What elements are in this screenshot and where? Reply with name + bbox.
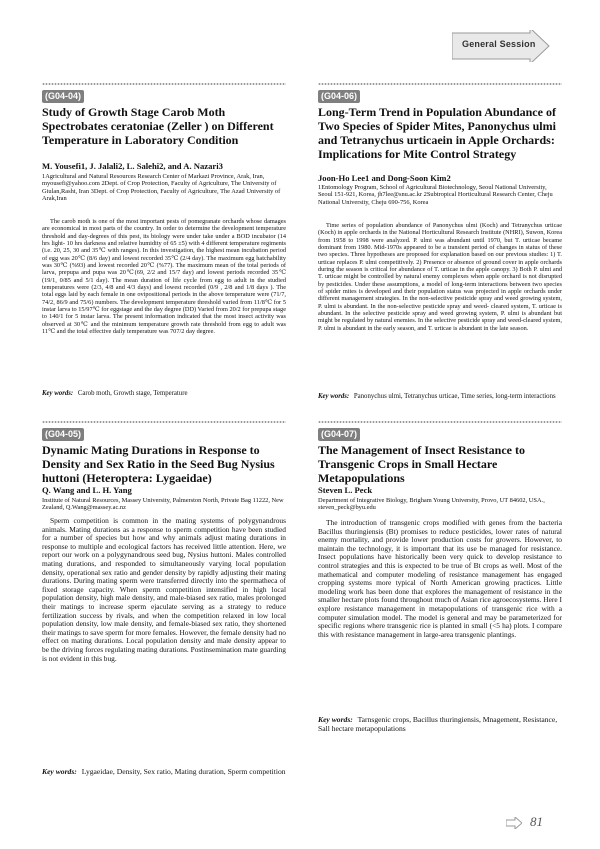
abstract-body: Time series of population abundance of Panonychus ulmi (Koch) and Tetranychus urticae (Koch) in apple orchards in the National Horticultural Research Institute (NHRI), Suwon, Korea from 1958 to 1998 were analyzed. P. ulmi was abundant until 1970, but T. urticae became dominant from 1980. Mid-1970s appeared to be a transient period of changes in status of these two species. Three hypotheses are proposed for explanation based on our previous studies: 1) T. urticae replaces P. ulmi competitively. 2) Presence or absence of ground cover in apple orchards during the season is critical for abundance of T. urticae in the apple canopy. 3) Both P. ulmi and T. urticae might be controlled by natural enemy complexes when apple orchard is not disrupted by pesticides. Under these assumptions, a model of long-term interactions between two species of spider mites is developed and their population status was projected in apple orchards under different management strategies. In the non-selective pesticide spray and weed growing system, P. ulmi is abundant. In the non-selective pesticide spray and weed- cleared system, T. urticae is abundant. In the selective pesticide spray and weed growing system, P. ulmi is abundant but might be regulated by natural enemies. In the selective pesticide spray and weed-cleared system, P. ulmi is abundant in the early season, and T. urticae is abundant in the late season. bbox=[318, 222, 562, 332]
abstract-g04-07 bbox=[318, 420, 562, 810]
abstract-title: Dynamic Mating Durations in Response to Density and Sex Ratio in the Seed Bug Nysius huttoni (Heteroptera: Lygaeidae) bbox=[42, 443, 275, 485]
abstract-authors: Joon-Ho Lee1 and Dong-Soon Kim2 bbox=[318, 173, 451, 183]
abstract-body: The carob moth is one of the most important pests of pomegranate orchards whose damages are economical in most parts of the country. In order to determine the development temperature threshold and day-degrees of this pest, its biology were under take under a BOD incubator (14 hrs light- 10 hrs darkness and relative humidity of 65 ±5) with 4 different temperature regiments (i.e. 20, 25, 30 and 35℃ with ranges). In this investigation, the highest mean incubation period of egg was 20℃ (8/6 day) and lowest recorded 35℃ (2/4 day). The maximum egg hatchability was 30℃ (%93) and lowest recorded 20℃ (%77). The maximum mean of the total periods of larva, prepupa and pupa was 20℃(69, 2/2 and 15/7 day) and lowest periods recorded 35℃ (19/1, 0/85 and 5/1 day). The mean duration of life cycle from egg to adult in the studied temperatures were (2/3, 4/8 and 4/3 days) and lowest recorded (0/9 , 2/8 and 1/8 days ). The total eggs laid by each female in one ovipositional periods in the above temperature were (71/7, 74/2, 86/9 and 75/6) numbers. The development temperature threshold varied from 11/8℃ for 5 instar larva to 15/97℃ for eggstage and the day degree (DD) Varied from 20/2 for prepupa stage to 140/1 for 5 instar larva. The present information indicated that the most insect activity was observed at 30℃ and the minimum temperature growth rate threshold from egg to adult was 11℃ and the total effective daily temperature was 707/2 day degree. bbox=[42, 218, 286, 336]
session-header-tab bbox=[452, 30, 550, 62]
abstract-title: Long-Term Trend in Population Abundance of Two Species of Spider Mites, Panonychus ulmi and Tetranychus urticaein in Apple Orchards: Implications for Mite Control Strategy bbox=[318, 105, 556, 161]
keywords-label: Key words: bbox=[42, 767, 77, 776]
keywords-label: Key words: bbox=[318, 393, 350, 400]
dotted-rule bbox=[318, 82, 562, 86]
page-number: 81 bbox=[530, 814, 543, 829]
keywords-label: Key words: bbox=[42, 390, 74, 397]
keywords-text: Carob moth, Growth stage, Temperature bbox=[77, 390, 188, 397]
abstract-authors: M. Yousefi1, J. Jalali2, L. Salehi2, and A. Nazari3 bbox=[42, 161, 223, 171]
abstract-code: (G04-05) bbox=[42, 428, 84, 441]
abstract-g04-04 bbox=[42, 82, 286, 422]
arrow-right-icon bbox=[506, 817, 522, 829]
abstract-affiliations: Institute of Natural Resources, Massey University, Palmerston North, Private Bag 11222, New Zealand, Q.Wang@massey.ac.nz bbox=[42, 497, 284, 512]
abstract-keywords bbox=[42, 767, 286, 776]
abstract-affiliations: Department of Integrative Biology, Brigham Young University, Provo, UT 84602, USA., steven_peck@byu.edu bbox=[318, 497, 545, 512]
keywords-label: Key words: bbox=[318, 715, 353, 724]
abstract-authors: Steven L. Peck bbox=[318, 485, 373, 495]
page-footer bbox=[500, 814, 560, 834]
abstract-code: (G04-06) bbox=[318, 90, 360, 103]
abstract-g04-05 bbox=[42, 420, 286, 810]
abstract-body: The introduction of transgenic crops modified with genes from the bacteria Bacillus thuringiensis (Bt) promises to reduce pesticides, lower rates of natural enemy mortality, and provide lower production costs for growers. However, to maintain the technology, it is important that its use be managed for resistance. Insect populations have historically been very quick to develop resistance to control strategies and this is expected to be true of Bt crops as well. Most of the mathematical and computer modeling of resistance management has engaged cropping systems more typical of North American growing practices. Little modeling work has been done that explores the management of resistance in the smaller hectare plots found throughout much of Asian rice agroecosystems. Here I explore resistance management in metapopulations of transgenic rice with a computer simulation model. The model is general and may be parameterized for specific regions where transgenic rice is planted in small (<5 ha) plots. I compare this with resistance management in large-area transgenic plantings. bbox=[318, 518, 562, 639]
keywords-text: Tarnsgenic crops, Bacillus thuringiensis, Mnagement, Resistance, Sall hectare metapopulations bbox=[318, 715, 558, 733]
dotted-rule bbox=[318, 420, 562, 424]
abstract-code: (G04-04) bbox=[42, 90, 84, 103]
abstract-affiliations: 1Entomology Program, School of Agricultural Biotechnology, Seoul National University, Seoul 151-921, Korea, jh7lee@snu.ac.kr 2Subtropical Horticultural Research Center, Cheju National University, Cheju 690-756, Korea bbox=[318, 184, 553, 206]
keywords-text: Lygaeidae, Density, Sex ratio, Mating duration, Sperm competition bbox=[81, 767, 286, 776]
keywords-text: Panonychus ulmi, Tetranychus urticae, Time series, long-term interactions bbox=[353, 393, 556, 400]
abstract-keywords bbox=[42, 390, 286, 398]
abstract-keywords bbox=[318, 715, 562, 733]
abstract-body: Sperm competition is common in the mating systems of polygynandrous animals. Mating durations as a response to sperm competition have been studied for a number of species but how and why animals adjust mating durations in response to multiple and ecological factors has received little attention. Here, we report our work on a polygynandrous seed bug, Nysius huttoni. Males controlled mating durations, and responded to simultaneously varying local population density, operational sex ratio and gender density by rapidly adjusting their mating durations. During mating sperm were transferred directly into the spermatheca of fixed storage capacity. When sperm competition intensified in high local population density, high male density, and male-biased sex ratio, males prolonged their matings to increase sperm ejaculate serving as a strategy to reduce fertilization success by rivals, and when the competition relaxed in low local population density, low male density, and female-biased sex ratio, they shortened their matings to save sperm for more females. However, the female density had no effect on mating durations. Local population density and male density appear to be the driving forces regulating mating durations. Postinsemination mate guarding is not evident in this bug. bbox=[42, 516, 286, 663]
abstract-keywords bbox=[318, 393, 562, 401]
abstract-code: (G04-07) bbox=[318, 428, 360, 441]
abstract-title: Study of Growth Stage Carob Moth Spectrobates ceratoniae (Zeller ) on Different Temperature in Laboratory Condition bbox=[42, 105, 274, 147]
session-label: General Session bbox=[462, 39, 536, 49]
abstract-title: The Management of Insect Resistance to Transgenic Crops in Small Hectare Metapopulations bbox=[318, 443, 525, 485]
dotted-rule bbox=[42, 420, 286, 424]
dotted-rule bbox=[42, 82, 286, 86]
abstract-g04-06 bbox=[318, 82, 562, 422]
abstract-affiliations: 1Agricultural and Natural Resources Research Center of Markazi Province, Arak, Iran, myousefi@yahoo.com 2Dept. of Crop Protection, Faculty of Agriculture, The University of Giulan,Rasht, Iran 3Dept. of Crop Protection, Faculty of Agriculture, The Azad University of Arak,Iran bbox=[42, 173, 281, 203]
abstract-authors: Q. Wang and L. H. Yang bbox=[42, 485, 132, 495]
